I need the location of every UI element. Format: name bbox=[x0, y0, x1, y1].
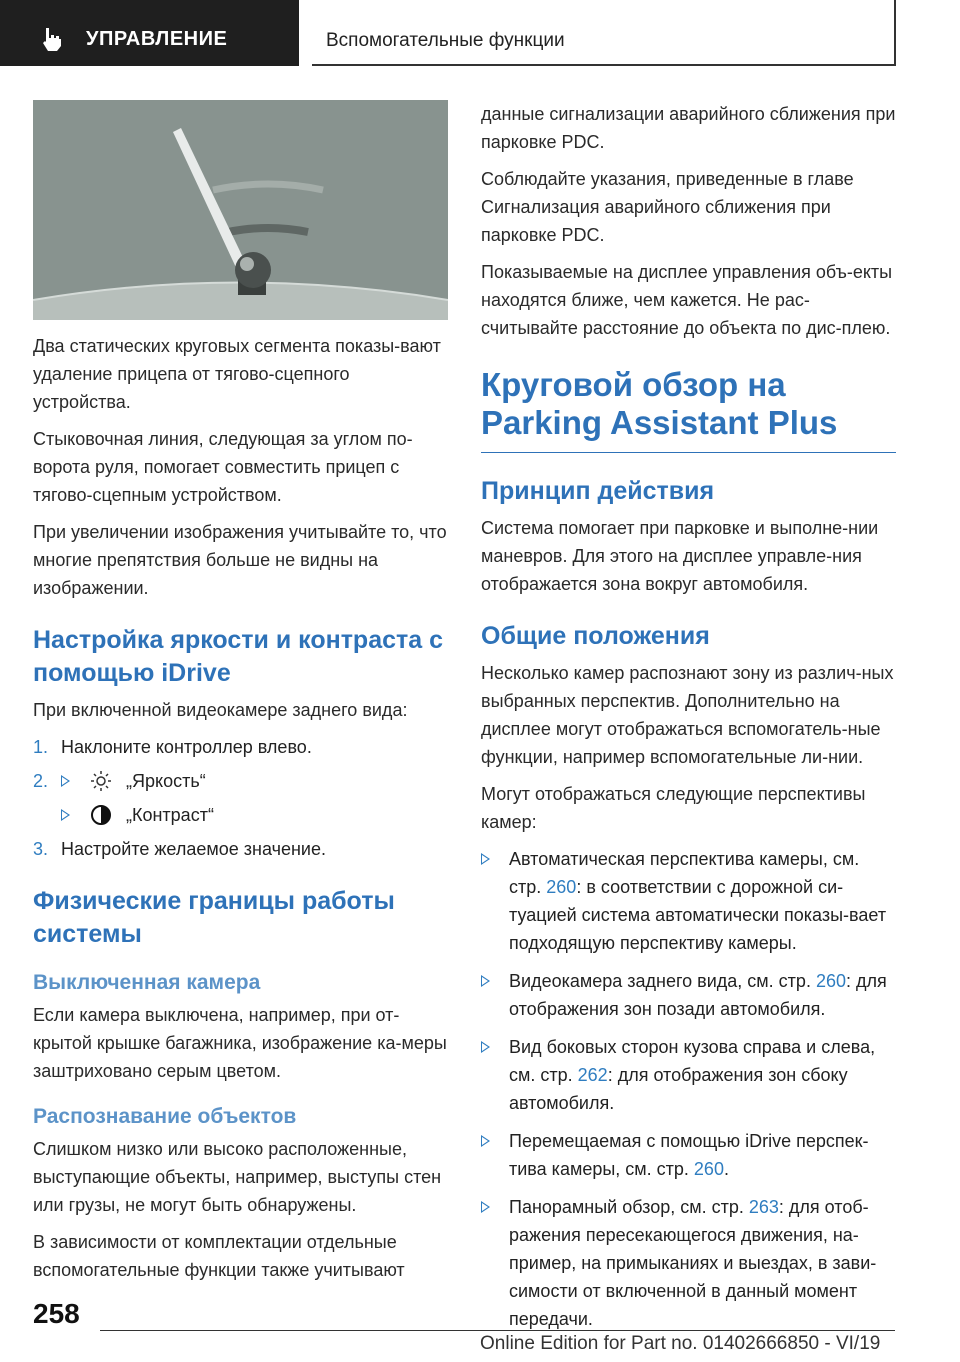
camera-perspectives-list bbox=[481, 845, 896, 1333]
list-item bbox=[481, 1033, 896, 1117]
list-item-text: Видеокамера заднего вида, см. стр. bbox=[509, 971, 816, 991]
arrow-icon bbox=[481, 1201, 490, 1213]
list-item-text: : в соответствии с дорожной си-туацией система автоматически показы-вает подходящую перспективу камеры. bbox=[509, 877, 887, 953]
list-item-text: Вид боковых сторон кузова справа и слева, см. стр. bbox=[509, 1037, 876, 1085]
step-text: Наклоните контроллер влево. bbox=[61, 737, 312, 757]
step-item bbox=[33, 835, 448, 863]
list-item bbox=[481, 1193, 896, 1333]
step-number: 2. bbox=[33, 771, 49, 791]
trailer-hitch-camera-image bbox=[33, 100, 448, 320]
list-item-text: Автоматическая перспектива камеры, см. стр. bbox=[509, 849, 860, 897]
paragraph: В зависимости от комплектации отдельные вспомогательные функции также учитывают bbox=[33, 1232, 405, 1280]
page-link[interactable]: 262 bbox=[577, 1065, 608, 1085]
arrow-icon bbox=[481, 853, 490, 865]
paragraph: Могут отображаться следующие перспективы камер: bbox=[481, 784, 866, 832]
page-link[interactable]: 260 bbox=[546, 877, 577, 897]
right-column bbox=[481, 100, 896, 1343]
step-text: Настройте желаемое значение. bbox=[61, 839, 326, 859]
paragraph: При включенной видеокамере заднего вида: bbox=[33, 700, 408, 720]
step-text: „Яркость“ bbox=[126, 771, 206, 791]
page-link[interactable]: 260 bbox=[693, 1159, 724, 1179]
paragraph: Слишком низко или высоко расположенные, выступающие объекты, например, выступы стен или грузы, не могут быть обнаружены. bbox=[33, 1139, 442, 1215]
header-section-tab bbox=[0, 0, 299, 66]
list-item-text: Перемещаемая с помощью iDrive перспек-тива камеры, см. стр. bbox=[509, 1131, 869, 1179]
paragraph: данные сигнализации аварийного сближения при парковке PDC. bbox=[481, 104, 896, 152]
heading-principle: Принцип действия bbox=[481, 477, 715, 505]
footer-edition: Online Edition for Part no. 01402666850 - VI/19 bbox=[480, 1333, 881, 1354]
list-item bbox=[481, 845, 896, 957]
page-link[interactable]: 263 bbox=[748, 1197, 779, 1217]
step-subitem bbox=[33, 801, 448, 829]
step-text: „Контраст“ bbox=[126, 805, 214, 825]
paragraph: Несколько камер распознают зону из различ-ных выбранных перспектив. Дополнительно на дисплее могут отображаться вспомогатель-ные функции, например вспомогательные ли-нии. bbox=[481, 663, 894, 767]
header-chapter-box bbox=[312, 0, 896, 66]
list-item bbox=[481, 1127, 896, 1183]
section-title: УПРАВЛЕНИЕ bbox=[86, 28, 228, 50]
paragraph: Стыковочная линия, следующая за углом по-ворота руля, помогает совместить прицеп с тягово-сцепным устройством. bbox=[33, 429, 413, 505]
arrow-icon bbox=[481, 1041, 490, 1053]
heading-object-detection: Распознавание объектов bbox=[33, 1105, 297, 1128]
list-item-text: : для отоб-ражения пересекающегося движения, на-пример, на примыканиях и выездах, в зави-симости от включенной в данный момент передачи. bbox=[509, 1197, 877, 1329]
paragraph: Если камера выключена, например, при от-крытой крышке багажника, изображение ка-меры заштриховано серым цветом. bbox=[33, 1005, 447, 1081]
paragraph: Соблюдайте указания, приведенные в главе Сигнализация аварийного сближения при парковке PDC. bbox=[481, 169, 854, 245]
heading-brightness-contrast: Настройка яркости и контраста с помощью iDrive bbox=[33, 626, 444, 687]
page-link[interactable]: 260 bbox=[815, 971, 846, 991]
list-item bbox=[481, 967, 896, 1023]
paragraph: Показываемые на дисплее управления объ-екты находятся ближе, чем кажется. Не рас-считывайте расстояние до объекта по дис-плею. bbox=[481, 262, 893, 338]
steps-list bbox=[33, 733, 448, 863]
list-item-text: Панорамный обзор, см. стр. bbox=[509, 1197, 749, 1217]
heading-camera-off: Выключенная камера bbox=[33, 971, 261, 994]
arrow-icon bbox=[61, 775, 70, 787]
arrow-icon bbox=[481, 1135, 490, 1147]
chapter-title: Вспомогательные функции bbox=[326, 30, 565, 51]
paragraph: Два статических круговых сегмента показы-вают удаление прицепа от тягово-сцепного устройства. bbox=[33, 336, 441, 412]
step-item bbox=[33, 733, 448, 761]
list-item-text: : для отображения зон сбоку автомобиля. bbox=[509, 1065, 848, 1113]
contrast-icon bbox=[90, 804, 112, 826]
list-item-text: : для отображения зон позади автомобиля. bbox=[509, 971, 887, 1019]
arrow-icon bbox=[481, 975, 490, 987]
step-item bbox=[33, 767, 448, 795]
page-number: 258 bbox=[33, 1298, 80, 1329]
paragraph: Система помогает при парковке и выполне-нии маневров. Для этого на дисплее управле-ния отображается зона вокруг автомобиля. bbox=[481, 518, 879, 594]
footer-divider bbox=[100, 1330, 895, 1331]
step-number: 3. bbox=[33, 839, 49, 859]
heading-system-limits: Физические границы работы системы bbox=[33, 887, 395, 948]
left-column bbox=[33, 100, 448, 1293]
list-item-text: . bbox=[723, 1159, 729, 1179]
paragraph: При увеличении изображения учитывайте то, что многие препятствия больше не видны на изображении. bbox=[33, 522, 447, 598]
brightness-icon bbox=[90, 770, 112, 792]
heading-surround-view: Круговой обзор на Parking Assistant Plus bbox=[481, 366, 896, 453]
step-number: 1. bbox=[33, 737, 49, 757]
arrow-icon bbox=[61, 809, 70, 821]
hand-pointer-icon bbox=[40, 26, 66, 52]
heading-general: Общие положения bbox=[481, 622, 710, 650]
